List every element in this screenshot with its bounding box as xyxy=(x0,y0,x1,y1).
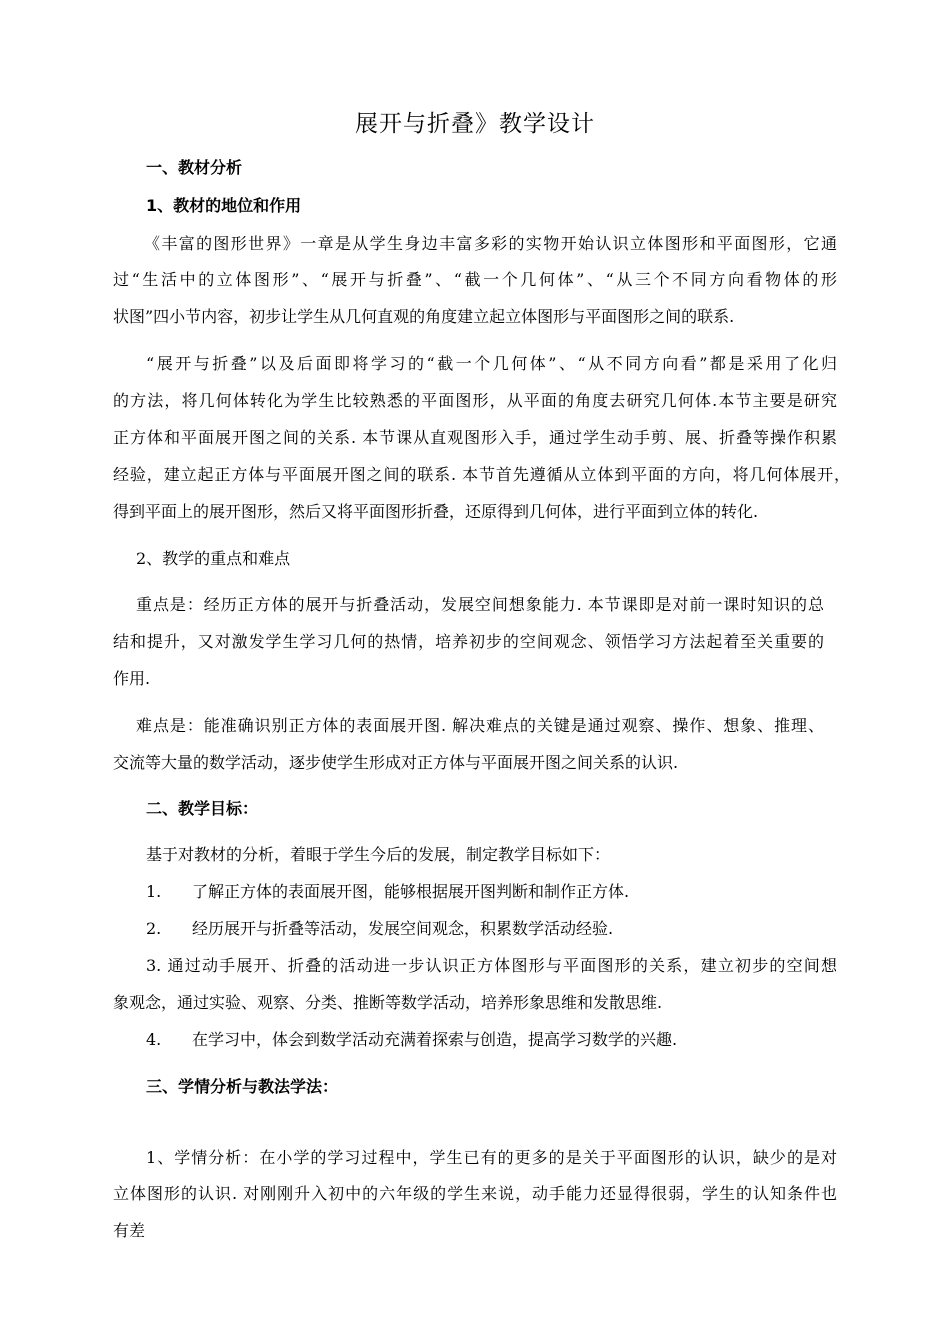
objective-number: 1. xyxy=(146,882,162,901)
objective-text: 了解正方体的表面展开图，能够根据展开图判断和制作正方体. xyxy=(192,882,630,901)
section-heading-learning-analysis: 三、学情分析与教法学法： xyxy=(146,1077,339,1096)
section-heading-objectives: 二、教学目标： xyxy=(146,799,259,818)
objective-text: 在学习中，体会到数学活动充满着探索与创造，提高学习数学的兴趣. xyxy=(192,1030,678,1049)
paragraph-line: 作用. xyxy=(113,669,151,688)
objective-text: 经历展开与折叠等活动，发展空间观念，积累数学活动经验. xyxy=(192,919,614,938)
document-title: 展开与折叠》教学设计 xyxy=(355,111,595,137)
section-heading-materials: 一、教材分析 xyxy=(146,158,243,177)
paragraph-line: 立体图形的认识. 对刚刚升入初中的六年级的学生来说，动手能力还显得很弱，学生的认知条件也 xyxy=(113,1184,837,1203)
paragraph-line: 结和提升，又对激发学生学习几何的热情，培养初步的空间观念、领悟学习方法起着至关重要的 xyxy=(113,632,824,651)
paragraph-line: 《丰富的图形世界》一章是从学生身边丰富多彩的实物开始认识立体图形和平面图形，它通 xyxy=(144,234,837,253)
subheading-status-role: 1、教材的地位和作用 xyxy=(146,196,302,215)
paragraph-line: 正方体和平面展开图之间的关系. 本节课从直观图形入手，通过学生动手剪、展、折叠等操作积累 xyxy=(113,428,837,447)
objective-number: 4. xyxy=(146,1030,162,1049)
objective-item xyxy=(146,917,613,941)
paragraph-line: 1、学情分析：在小学的学习过程中，学生已有的更多的是关于平面图形的认识，缺少的是对 xyxy=(146,1148,837,1167)
paragraph-line: 经验，建立起正方体与平面展开图之间的联系. 本节首先遵循从立体到平面的方向，将几何体展开， xyxy=(113,465,850,484)
paragraph-line: 重点是：经历正方体的展开与折叠活动，发展空间想象能力. 本节课即是对前一课时知识的总 xyxy=(136,595,824,614)
objective-item: 3. 通过动手展开、折叠的活动进一步认识正方体图形与平面图形的关系，建立初步的空间想 xyxy=(146,956,837,975)
paragraph-line: 交流等大量的数学活动，逐步使学生形成对正方体与平面展开图之间关系的认识. xyxy=(113,753,679,772)
paragraph-line: 过“生活中的立体图形”、“展开与折叠”、“截一个几何体”、“从三个不同方向看物体的形 xyxy=(113,270,837,289)
paragraph-line: 象观念，通过实验、观察、分类、推断等数学活动，培养形象思维和发散思维. xyxy=(113,993,663,1012)
paragraph-line: 难点是：能准确识别正方体的表面展开图. 解决难点的关键是通过观察、操作、想象、推理、 xyxy=(136,716,824,735)
paragraph-line: 状图”四小节内容，初步让学生从几何直观的角度建立起立体图形与平面图形之间的联系. xyxy=(113,307,735,326)
objective-number: 2. xyxy=(146,919,162,938)
subheading-key-difficult: 2、教学的重点和难点 xyxy=(136,549,291,568)
paragraph-line: “展开与折叠”以及后面即将学习的“截一个几何体”、“从不同方向看”都是采用了化归 xyxy=(146,354,837,373)
objective-item xyxy=(146,880,629,904)
objectives-intro: 基于对教材的分析，着眼于学生今后的发展，制定教学目标如下： xyxy=(146,845,611,864)
objective-item xyxy=(146,1028,677,1052)
paragraph-line: 有差 xyxy=(113,1221,146,1240)
paragraph-line: 的方法，将几何体转化为学生比较熟悉的平面图形，从平面的角度去研究几何体.本节主要是研究 xyxy=(113,391,837,410)
paragraph-line: 得到平面上的展开图形，然后又将平面图形折叠，还原得到几何体，进行平面到立体的转化. xyxy=(113,502,759,521)
